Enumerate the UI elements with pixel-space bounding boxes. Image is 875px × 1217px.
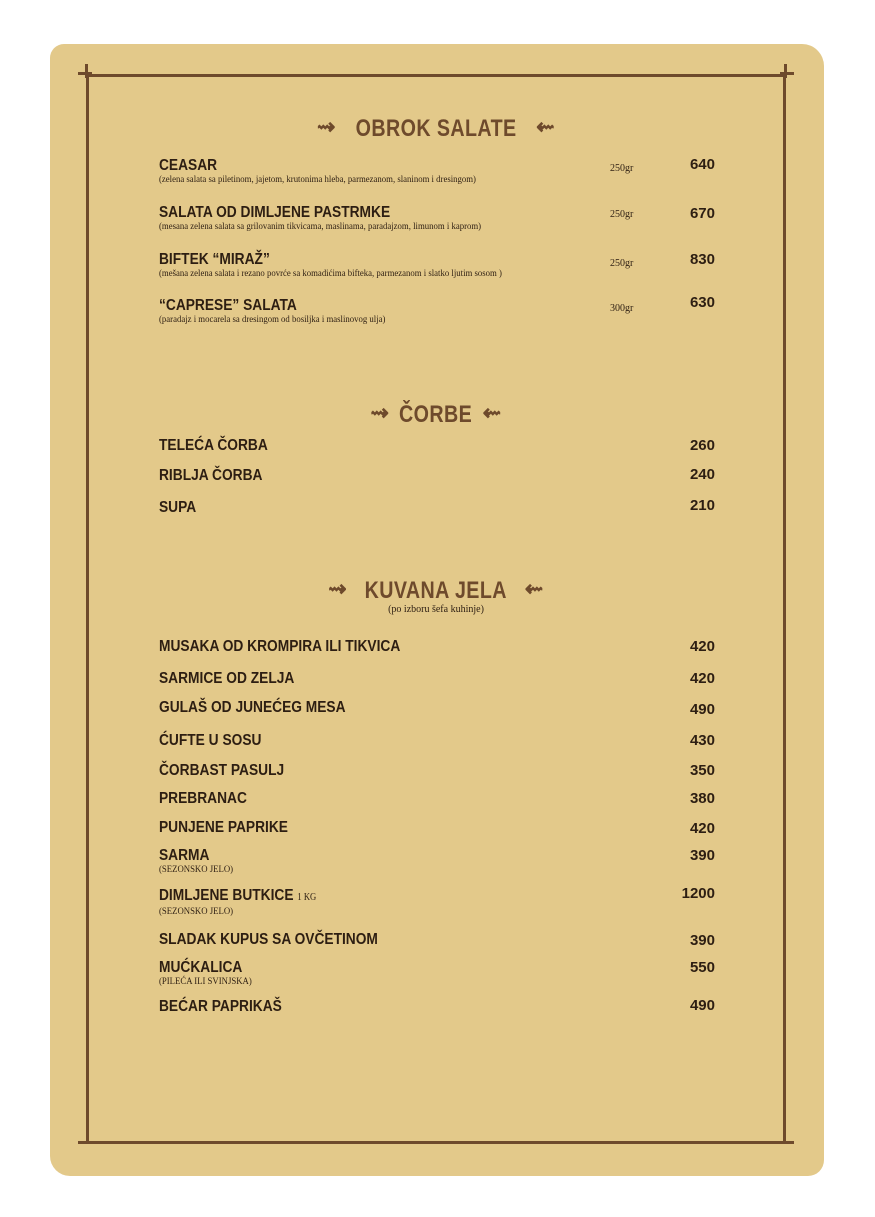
anchor-arrow-icon: ⇝ bbox=[370, 400, 390, 425]
item-name: SLADAK KUPUS SA OVČETINOM bbox=[159, 931, 378, 948]
item-price: 350 bbox=[689, 762, 715, 779]
frame-corner bbox=[780, 1141, 794, 1144]
item-name: PREBRANAC bbox=[159, 790, 247, 807]
menu-item bbox=[159, 887, 342, 918]
item-description: (SEZONSKO JELO) bbox=[159, 907, 234, 917]
anchor-arrow-icon: ⇝ bbox=[328, 576, 348, 601]
menu-item bbox=[159, 732, 278, 750]
item-name: ĆUFTE U SOSU bbox=[159, 732, 262, 749]
frame-corner bbox=[780, 72, 794, 75]
item-name: TELEĆA ČORBA bbox=[159, 437, 268, 454]
item-price: 380 bbox=[689, 790, 715, 807]
menu-item bbox=[159, 931, 414, 949]
menu-item bbox=[159, 157, 504, 186]
item-price: 490 bbox=[689, 997, 715, 1014]
item-name: GULAŠ OD JUNEĆEG MESA bbox=[159, 699, 346, 716]
item-price: 420 bbox=[689, 820, 715, 837]
menu-item bbox=[159, 437, 286, 455]
item-description: (paradajz i mocarela sa dresingom od bosiljka i maslinovog ulja) bbox=[159, 315, 386, 325]
anchor-arrow-icon: ⇜ bbox=[482, 400, 502, 425]
item-name: SARMA bbox=[159, 847, 210, 864]
section-title-cooked bbox=[86, 576, 786, 605]
menu-item bbox=[159, 847, 239, 876]
section-title-salads bbox=[86, 114, 786, 143]
item-price: 260 bbox=[689, 437, 715, 454]
anchor-arrow-icon: ⇝ bbox=[316, 114, 336, 139]
item-name: MUĆKALICA bbox=[159, 959, 243, 976]
menu-item bbox=[159, 467, 279, 485]
section-title-text: KUVANA JELA bbox=[364, 577, 508, 604]
menu-item bbox=[159, 819, 309, 837]
menu-item bbox=[159, 204, 509, 233]
item-name bbox=[159, 887, 316, 907]
item-weight: 300gr bbox=[610, 303, 634, 314]
item-description: (SEZONSKO JELO) bbox=[159, 865, 234, 875]
item-price: 490 bbox=[689, 701, 715, 718]
item-price: 670 bbox=[689, 205, 715, 222]
anchor-arrow-icon: ⇜ bbox=[536, 114, 556, 139]
section-title-text: OBROK SALATE bbox=[355, 115, 517, 142]
item-price: 640 bbox=[689, 156, 715, 173]
anchor-arrow-icon: ⇜ bbox=[524, 576, 544, 601]
item-price: 550 bbox=[689, 959, 715, 976]
menu-item bbox=[159, 251, 532, 280]
item-price: 430 bbox=[689, 732, 715, 749]
item-weight: 250gr bbox=[610, 209, 634, 220]
section-title-text: ČORBE bbox=[399, 401, 473, 428]
item-price: 240 bbox=[689, 466, 715, 483]
item-name: SALATA OD DIMLJENE PASTRMKE bbox=[159, 204, 391, 221]
item-price: 830 bbox=[689, 251, 715, 268]
menu-item bbox=[159, 762, 305, 780]
menu-item bbox=[159, 959, 260, 988]
item-price: 1200 bbox=[681, 885, 715, 902]
item-name: “CAPRESE” SALATA bbox=[159, 297, 297, 314]
item-name: PUNJENE PAPRIKE bbox=[159, 819, 288, 836]
section-title-soups bbox=[86, 400, 786, 429]
menu-item bbox=[159, 638, 440, 656]
item-description: (mesana zelena salata sa grilovanim tikvicama, maslinama, paradajzom, limunom i kaprom) bbox=[159, 222, 482, 232]
menu-item bbox=[159, 670, 316, 688]
menu-item bbox=[159, 998, 302, 1016]
item-weight: 250gr bbox=[610, 163, 634, 174]
menu-item bbox=[159, 699, 376, 717]
item-name: CEASAR bbox=[159, 157, 218, 174]
item-description: (mešana zelena salata i rezano povrće sa komadićima bifteka, parmezanom i slatko ljutim sosom ) bbox=[159, 269, 502, 279]
item-name: BIFTEK “MIRAŽ” bbox=[159, 251, 270, 268]
item-price: 210 bbox=[689, 497, 715, 514]
item-price: 390 bbox=[689, 847, 715, 864]
item-weight: 250gr bbox=[610, 258, 634, 269]
item-name: ČORBAST PASULJ bbox=[159, 762, 285, 779]
frame-corner bbox=[78, 1141, 92, 1144]
item-description: (zelena salata sa piletinom, jajetom, krutonima hleba, parmezanom, slaninom i dresingom) bbox=[159, 175, 476, 185]
menu-item bbox=[159, 297, 405, 326]
menu-item bbox=[159, 790, 261, 808]
frame-corner bbox=[784, 64, 787, 78]
item-name: SARMICE OD ZELJA bbox=[159, 670, 295, 687]
frame-corner bbox=[85, 64, 88, 78]
item-price: 420 bbox=[689, 638, 715, 655]
item-price: 420 bbox=[689, 670, 715, 687]
item-quantity: 1 KG bbox=[297, 892, 317, 903]
item-name: BEĆAR PAPRIKAŠ bbox=[159, 998, 282, 1015]
item-price: 630 bbox=[689, 294, 715, 311]
item-description: (PILEĆA ILI SVINJSKA) bbox=[159, 977, 252, 987]
item-name-text: DIMLJENE BUTKICE bbox=[159, 887, 294, 904]
item-name: SUPA bbox=[159, 499, 197, 516]
item-name: RIBLJA ČORBA bbox=[159, 467, 263, 484]
section-note: (po izboru šefa kuhinje) bbox=[388, 604, 484, 615]
item-name: MUSAKA OD KROMPIRA ILI TIKVICA bbox=[159, 638, 401, 655]
item-price: 390 bbox=[689, 932, 715, 949]
menu-item bbox=[159, 499, 202, 517]
